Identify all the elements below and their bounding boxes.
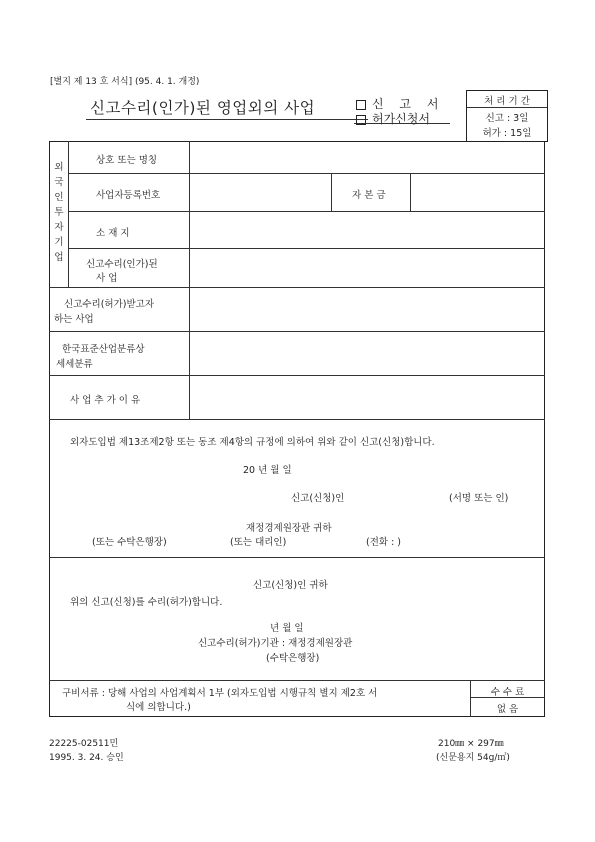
approval-addressee: 신고(신청)인 귀하 (253, 580, 328, 591)
addressee: 재정경제원장관 귀하 (246, 523, 332, 534)
approval-authority: 신고수리(허가)기관 : 재정경제원장관 (198, 638, 353, 649)
approved-business-label-line1: 신고수리(인가)된 (86, 259, 158, 270)
form-code: 22225-02511민 (49, 739, 119, 749)
checkbox-report-label: 신 고 서 (372, 97, 445, 111)
processing-period-box (466, 90, 548, 142)
capital-field[interactable] (411, 174, 544, 210)
trustee-bank-label: (또는 수탁은행장) (92, 537, 167, 548)
approved-business-label-line2: 사 업 (96, 273, 118, 284)
reason-label: 사 업 추 가 이 유 (70, 395, 141, 406)
declaration-statement: 외자도입법 제13조제2항 또는 동조 제4항의 규정에 의하여 위와 같이 신고(신청)합니다. (70, 437, 435, 448)
agent-label: (또는 대리인) (230, 537, 287, 548)
ksic-field[interactable] (190, 332, 544, 374)
target-business-field[interactable] (190, 288, 544, 330)
divider (68, 141, 69, 287)
processing-period-title: 처 리 기 간 (484, 96, 530, 107)
divider (49, 557, 545, 558)
checkbox-underline (354, 123, 450, 124)
processing-report-days: 신고 : 3일 (485, 113, 529, 124)
address-label: 소 재 지 (96, 228, 130, 239)
reason-field[interactable] (190, 376, 544, 418)
approval-date: 년 월 일 (270, 623, 304, 634)
target-business-label-line2: 하는 사업 (54, 314, 94, 325)
divider (49, 419, 545, 420)
ksic-label-line1: 한국표준산업분류상 (62, 344, 145, 355)
applicant-label: 신고(신청)인 (291, 493, 345, 504)
fee-title: 수 수 료 (490, 687, 525, 698)
phone-label: (전화 : ) (366, 537, 402, 548)
divider (467, 107, 547, 108)
approval-date-footer: 1995. 3. 24. 승인 (49, 753, 124, 763)
attachments-line2: 식에 의합니다.) (126, 702, 191, 713)
paper-size: 210㎜ × 297㎜ (438, 739, 504, 749)
business-reg-no-label: 사업자등록번호 (96, 190, 161, 201)
fee-value: 없 음 (496, 704, 519, 715)
checkbox-report-box[interactable] (356, 100, 366, 110)
form-title: 신고수리(인가)된 영업외의 사업 (90, 99, 316, 117)
business-reg-no-field[interactable] (190, 174, 330, 210)
company-name-label: 상호 또는 명칭 (96, 155, 158, 166)
company-name-field[interactable] (190, 142, 544, 172)
target-business-label-line1: 신고수리(허가)받고자 (64, 299, 155, 310)
capital-label: 자 본 금 (352, 190, 386, 201)
foreign-investment-company-label: 외 국 인 투 자 기 업 (54, 162, 64, 263)
checkbox-permit-label: 허가신청서 (372, 112, 430, 126)
title-underline (86, 119, 368, 120)
form-number-note: [별지 제 13 호 서식] (95. 4. 1. 개정) (50, 77, 200, 87)
attachments-line1: 구비서류 : 당해 사업의 사업계획서 1부 (외자도입법 시행규칙 별지 제2호 서 (62, 688, 378, 699)
processing-permit-days: 허가 : 15일 (482, 128, 532, 139)
signature-label: (서명 또는 인) (449, 493, 509, 504)
paper-type: (신문용지 54g/㎡) (436, 753, 510, 763)
declaration-date: 20 년 월 일 (243, 465, 292, 476)
checkbox-permit[interactable] (356, 110, 430, 127)
divider (331, 173, 332, 211)
address-field[interactable] (190, 212, 544, 247)
approval-statement: 위의 신고(신청)를 수리(허가)합니다. (70, 597, 223, 608)
ksic-label-line2: 세세분류 (56, 359, 93, 370)
approved-business-field[interactable] (190, 249, 544, 286)
approval-trustee-bank: (수탁은행장) (266, 653, 320, 664)
